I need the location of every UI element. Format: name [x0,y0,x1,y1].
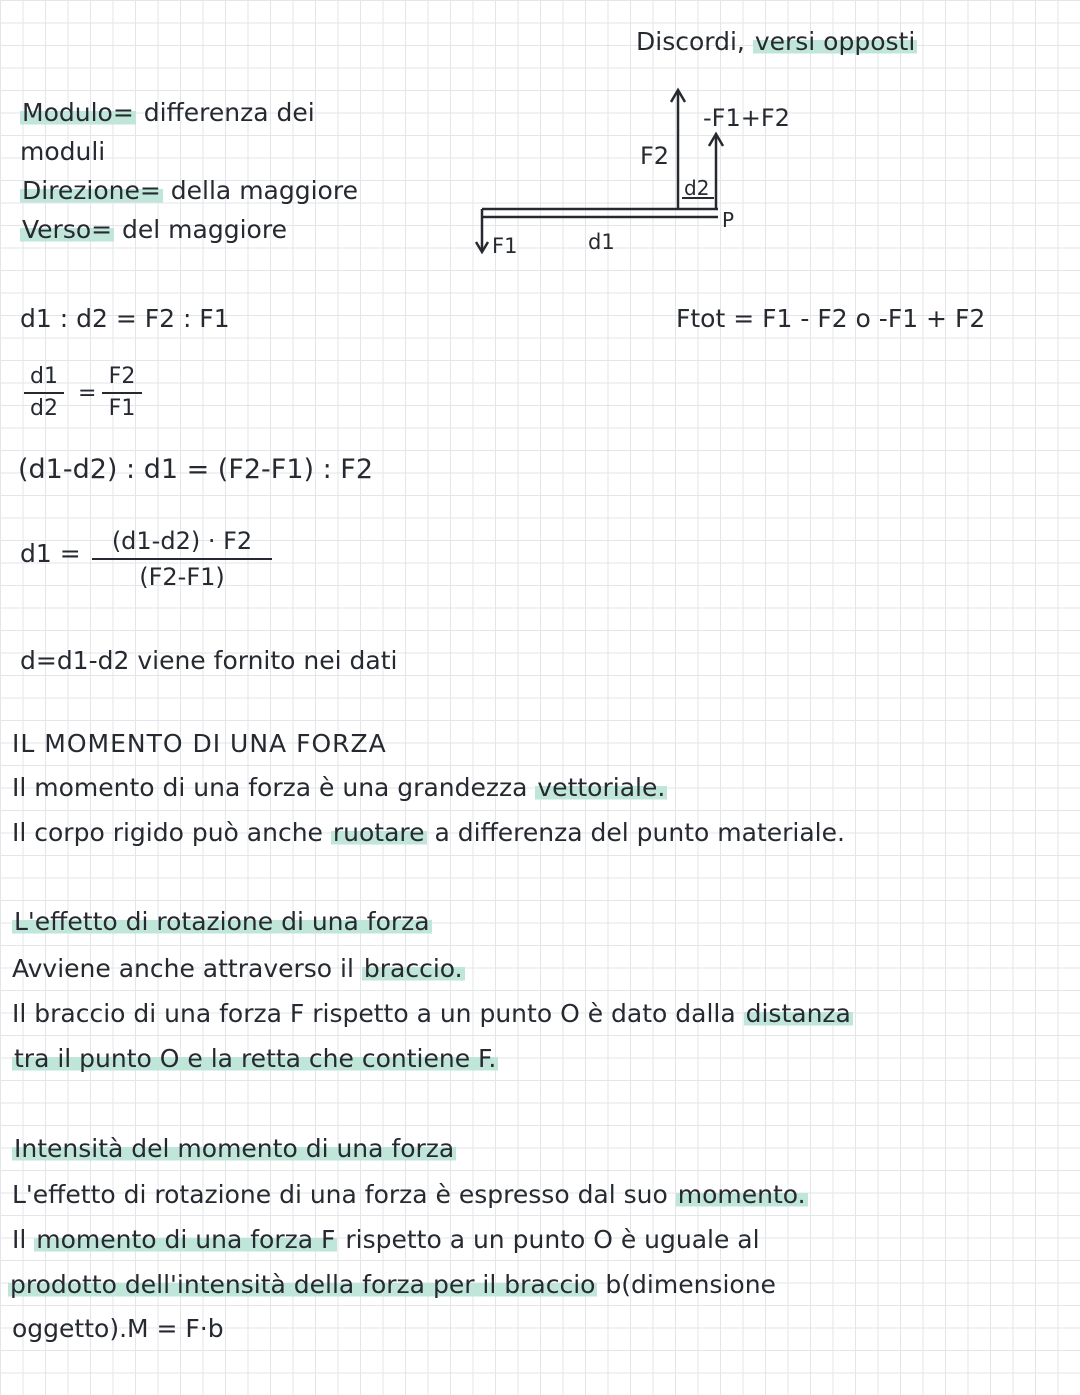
label-neg-f1-f2: -F1+F2 [703,104,790,132]
modulo-label: Modulo= [22,98,134,127]
intensity-heading: Intensità del momento di una forza [14,1134,455,1163]
direzione-label: Direzione= [22,176,161,205]
modulo-line-2: moduli [20,137,106,166]
ftot-formula: Ftot = F1 - F2 o -F1 + F2 [676,304,986,333]
label-d2: d2 [684,176,710,200]
modulo-line: Modulo= differenza dei [22,98,315,127]
label-f2: F2 [640,142,670,170]
moment-line-1: Il momento di una forza è una grandezza vettoriale. [12,773,666,802]
intensity-line-3: prodotto dell'intensità della forza per il braccio b(dimensione [10,1270,776,1299]
moment-formula: M = F·b [127,1314,224,1343]
fraction-d1-d2: d1 d2 [24,364,64,422]
composed-proportion: (d1-d2) : d1 = (F2-F1) : F2 [18,454,374,485]
intensity-line-4: oggetto).M = F·b [12,1314,224,1343]
intensity-line-2: Il momento di una forza F rispetto a un punto O è uguale al [12,1225,760,1254]
moment-heading: IL MOMENTO DI UNA FORZA [12,729,387,758]
d1-lhs: d1 = [20,539,81,568]
d1-fraction: (d1-d2) · F2 (F2-F1) [92,526,272,592]
title-highlight: versi opposti [754,27,916,56]
label-d1: d1 [588,230,615,254]
rotation-line-1: Avviene anche attraverso il braccio. [12,954,463,983]
intensity-line-1: L'effetto di rotazione di una forza è espresso dal suo momento. [12,1180,806,1209]
verso-label: Verso= [22,215,113,244]
fraction-f2-f1: F2 F1 [102,364,142,422]
rotation-heading: L'effetto di rotazione di una forza [14,907,430,936]
label-p: P [722,208,735,232]
label-f1: F1 [492,234,518,258]
page-title: Discordi, versi opposti [636,27,916,56]
fraction-equals: = [78,381,97,406]
verso-line: Verso= del maggiore [22,215,287,244]
direzione-line: Direzione= della maggiore [22,176,358,205]
moment-line-2: Il corpo rigido può anche ruotare a differenza del punto materiale. [12,818,845,847]
rotation-line-3: tra il punto O e la retta che contiene F. [14,1044,497,1073]
proportion-formula: d1 : d2 = F2 : F1 [20,304,230,333]
d-given: d=d1-d2 viene fornito nei dati [20,646,398,675]
rotation-line-2: Il braccio di una forza F rispetto a un punto O è dato dalla distanza [12,999,851,1028]
